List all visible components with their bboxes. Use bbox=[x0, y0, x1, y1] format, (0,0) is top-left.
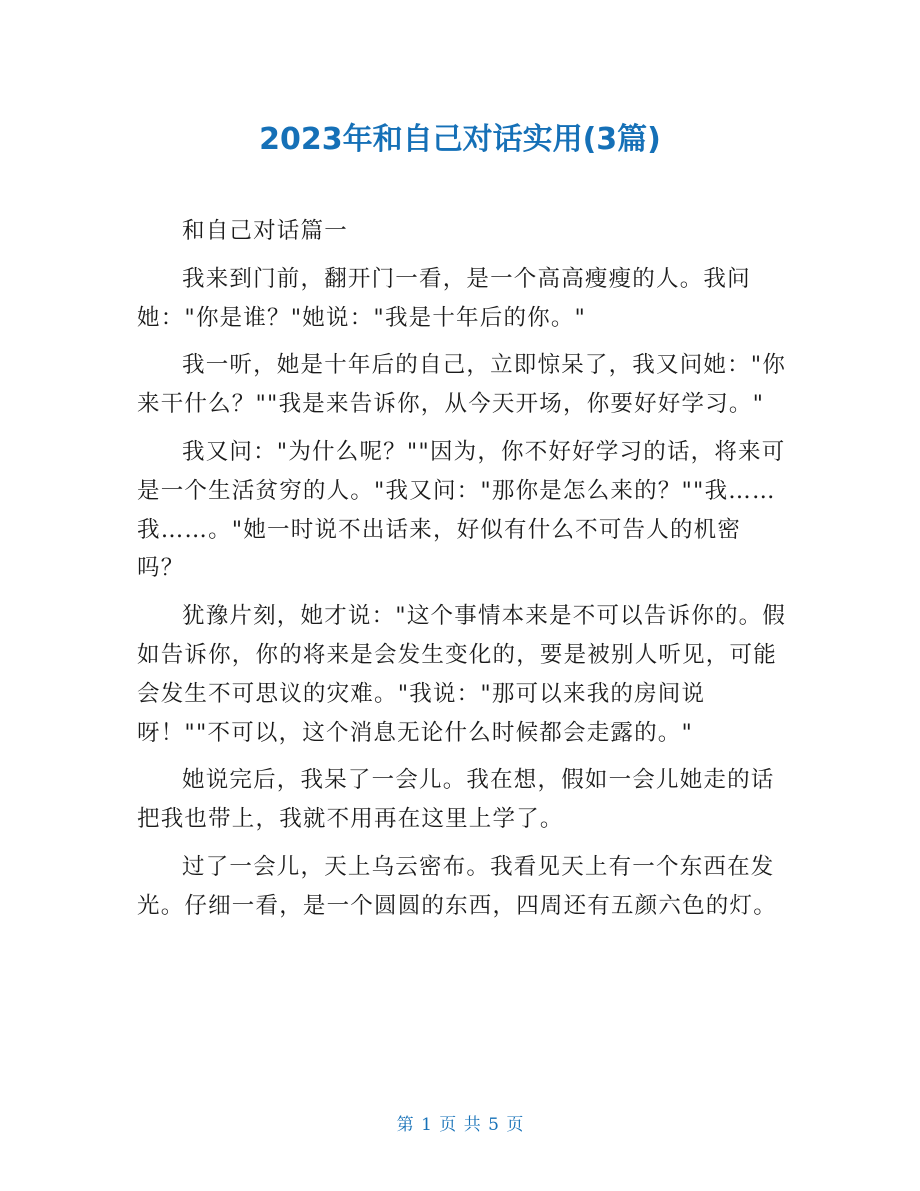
paragraph: 她说完后，我呆了一会儿。我在想，假如一会儿她走的话把我也带上，我就不用再在这里上学了。 bbox=[137, 767, 775, 833]
paragraph: 我又问："为什么呢？""因为，你不好好学习的话，将来可是一个生活贫穷的人。"我又问："那你是怎么来的？""我……我……。"她一时说不出话来，好似有什么不可告人的机密吗？ bbox=[137, 438, 786, 582]
document-title: 2023年和自己对话实用(3篇) bbox=[259, 122, 661, 157]
section-heading: 和自己对话篇一 bbox=[182, 218, 348, 244]
document-body bbox=[137, 212, 787, 926]
paragraph: 我一听，她是十年后的自己，立即惊呆了，我又问她："你来干什么？""我是来告诉你，从今天开场，你要好好学习。" bbox=[137, 352, 787, 418]
paragraph: 过了一会儿，天上乌云密布。我看见天上有一个东西在发光。仔细一看，是一个圆圆的东西，四周还有五颜六色的灯。 bbox=[137, 853, 777, 919]
paragraph: 犹豫片刻，她才说："这个事情本来是不可以告诉你的。假如告诉你，你的将来是会发生变化的，要是被别人听见，可能会发生不可思议的灾难。"我说："那可以来我的房间说呀！""不可以，这个消息无论什么时候都会走露的。" bbox=[137, 603, 787, 746]
paragraph: 我来到门前，翻开门一看，是一个高高瘦瘦的人。我问她："你是谁？"她说："我是十年后的你。" bbox=[137, 265, 751, 331]
page-number-footer: 第 1 页 共 5 页 bbox=[396, 1115, 524, 1135]
